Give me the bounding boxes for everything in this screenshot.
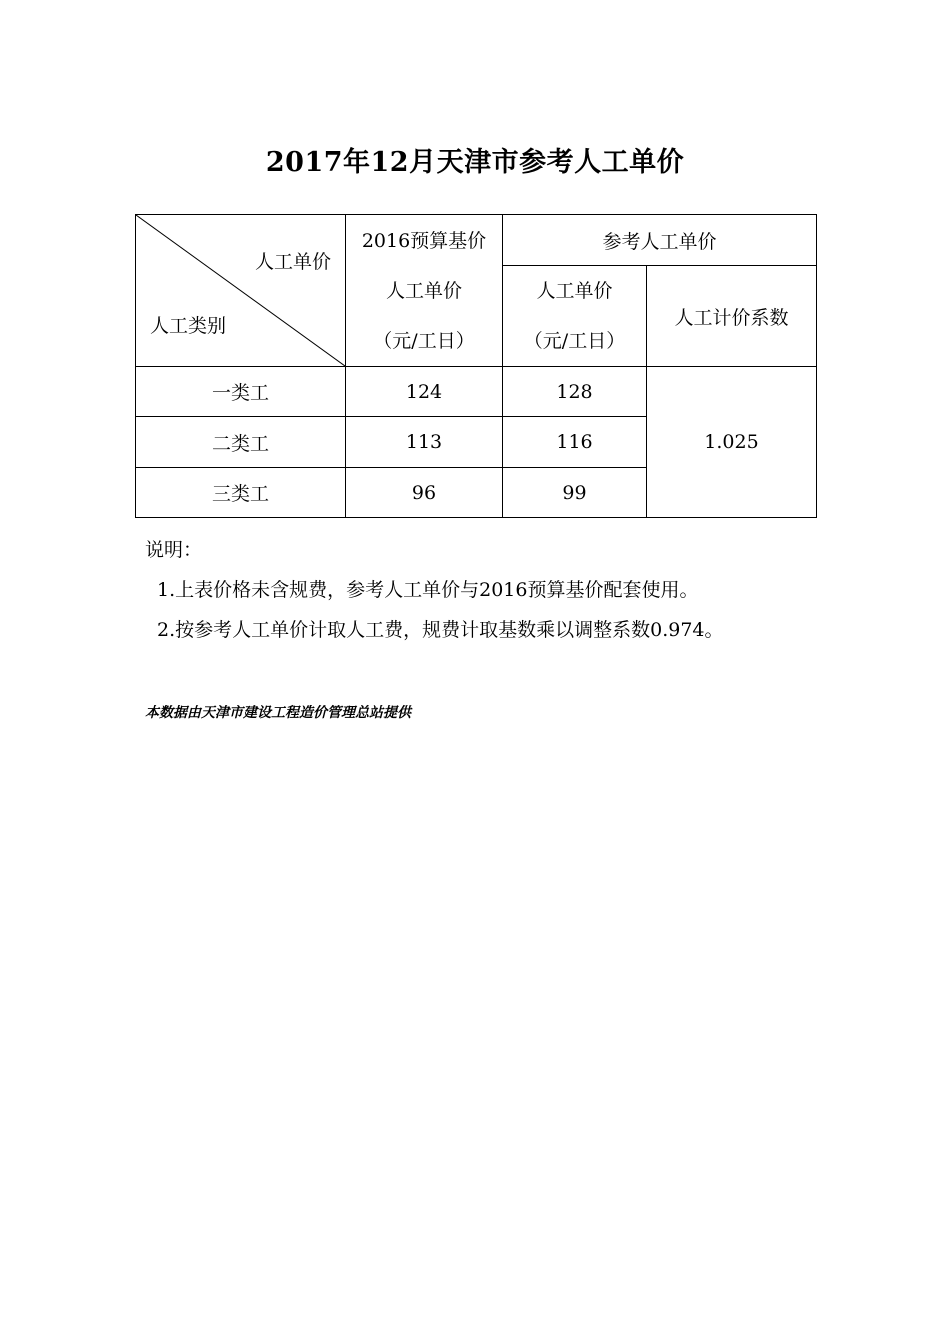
notes-section xyxy=(145,530,724,650)
base-price-header-line1: 2016预算基价 xyxy=(361,229,487,252)
reference-price-cell: 128 xyxy=(503,367,647,417)
diagonal-line xyxy=(136,215,345,366)
reference-price-cell: 116 xyxy=(503,417,647,468)
reference-price-header xyxy=(503,266,647,367)
notes-heading: 说明： xyxy=(145,539,203,561)
base-price-header xyxy=(346,215,503,367)
category-cell: 二类工 xyxy=(136,417,346,468)
page-title: 2017年12月天津市参考人工单价 xyxy=(265,147,685,178)
category-cell: 三类工 xyxy=(136,468,346,518)
reference-price-header-line2: （元/工日） xyxy=(523,330,626,352)
reference-price-header-line1: 人工单价 xyxy=(536,280,613,302)
reference-price-group-header: 参考人工单价 xyxy=(503,215,817,266)
diagonal-header-cell xyxy=(136,215,346,367)
base-price-cell: 96 xyxy=(346,468,503,518)
base-price-cell: 124 xyxy=(346,367,503,417)
note-item-2: 2.按参考人工单价计取人工费，规费计取基数乘以调整系数0.974。 xyxy=(157,619,724,641)
note-item-1: 1.上表价格未含规费，参考人工单价与2016预算基价配套使用。 xyxy=(157,579,699,601)
table-row xyxy=(136,367,817,417)
base-price-cell: 113 xyxy=(346,417,503,468)
data-source-note: 本数据由天津市建设工程造价管理总站提供 xyxy=(145,705,411,721)
base-price-header-line3: （元/工日） xyxy=(373,329,475,352)
labor-price-table xyxy=(135,214,817,518)
reference-price-cell: 99 xyxy=(503,468,647,518)
base-price-header-line2: 人工单价 xyxy=(385,279,462,302)
diagonal-header-top-label: 人工单价 xyxy=(254,251,331,273)
diagonal-header-bottom-label: 人工类别 xyxy=(150,315,227,337)
category-cell: 一类工 xyxy=(136,367,346,417)
coefficient-value-cell: 1.025 xyxy=(647,367,817,518)
coefficient-header: 人工计价系数 xyxy=(647,266,817,367)
